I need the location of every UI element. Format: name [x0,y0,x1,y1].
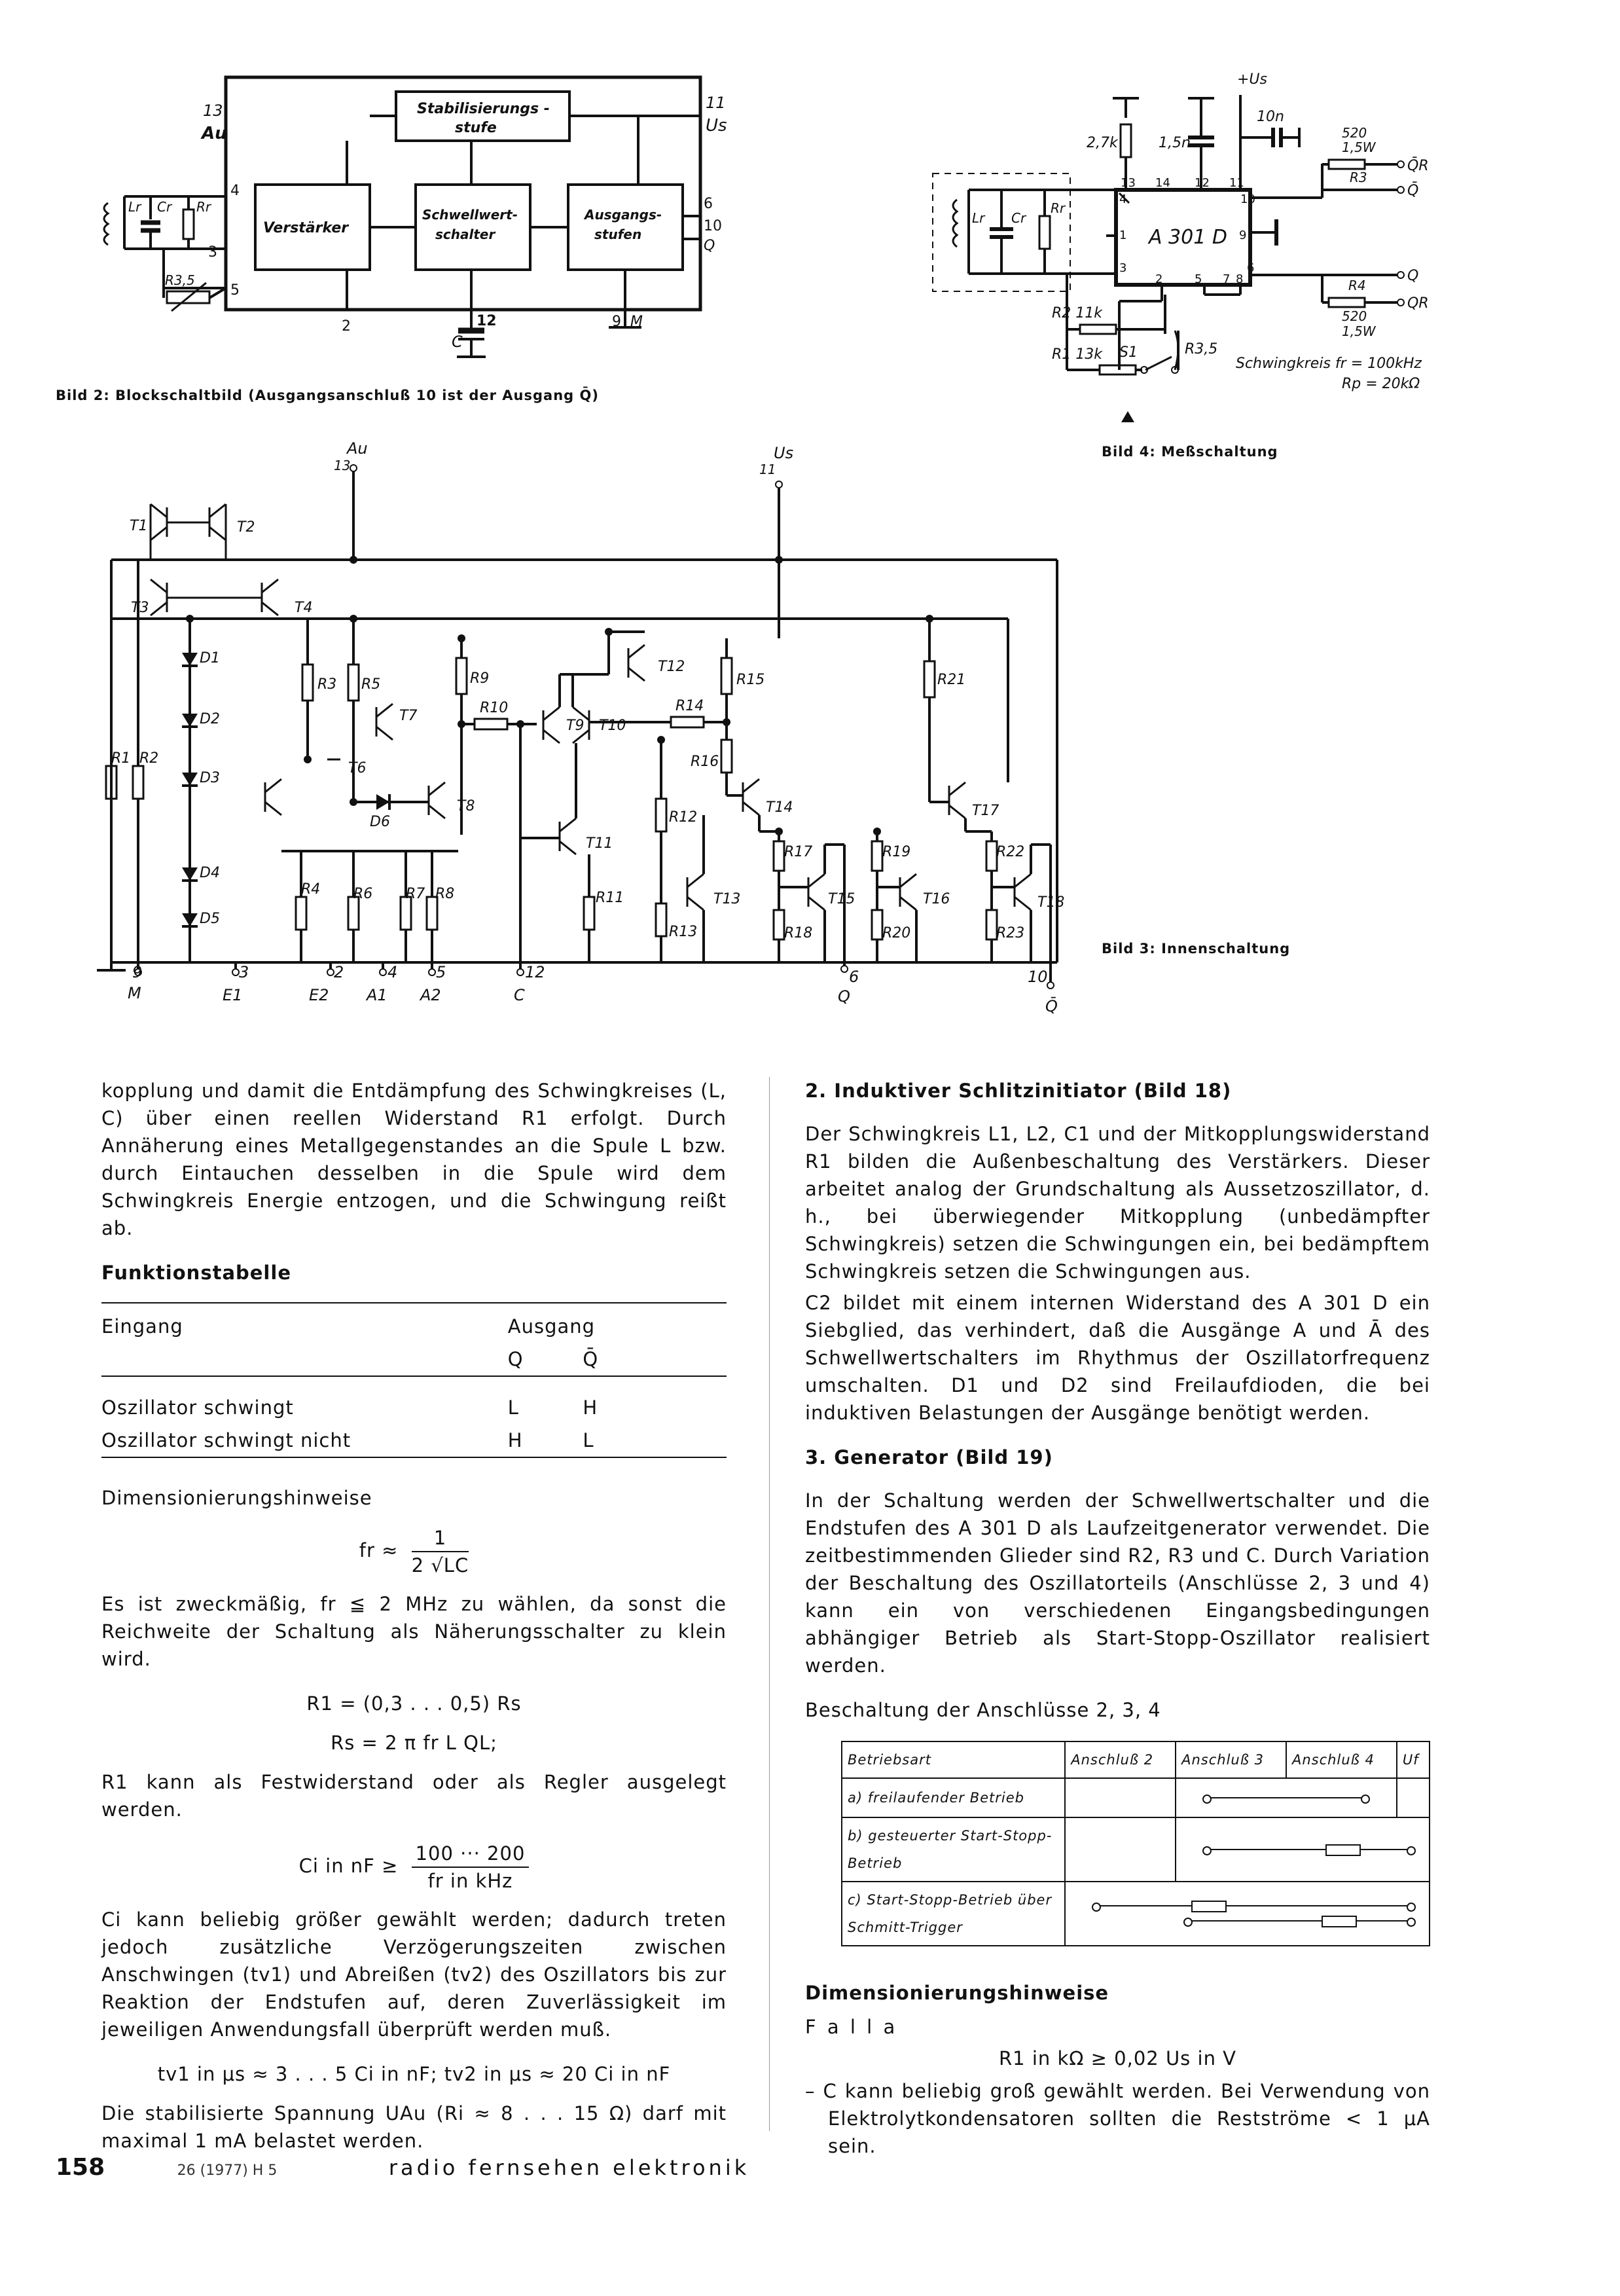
svg-text:T16: T16 [923,891,950,907]
heading-funktionstabelle: Funktionstabelle [101,1262,291,1284]
svg-text:T17: T17 [972,803,999,819]
svg-text:T7: T7 [399,708,418,724]
function-table [101,1310,727,1458]
fig2-au: Au [202,124,227,143]
page-number: 158 [56,2154,105,2181]
table-row: b) gesteuerter Start-Stopp-Betrieb [842,1817,1430,1882]
right-paragraph-5: – C kann beliebig groß gewählt werden. Bei Verwendung von Elektrolytkondensatoren sollten die Restströme < 1 μA sein. [805,2080,1430,2157]
fig2-pin4: 4 [230,183,240,199]
figures [0,0,1620,1021]
svg-text:D6: D6 [370,814,390,830]
fig4-r2: R2 11k [1052,305,1103,321]
svg-text:R4: R4 [301,881,321,898]
fig2-pin10: 10 [704,218,722,234]
fig2-pin9: 9 [612,314,621,330]
formula-r1-kohm: R1 in kΩ ≥ 0,02 Us in V [999,2047,1236,2069]
fig3-p13: 13 [334,458,351,473]
svg-text:4: 4 [1119,192,1127,206]
fig2-ausg-2: stufen [594,227,642,242]
fig4-r1: R1 13k [1052,346,1103,363]
svg-text:R8: R8 [435,886,455,902]
fig4-r3: R3 [1350,170,1367,185]
svg-text:R16: R16 [691,754,719,770]
formula-rs: Rs = 2 π fr L QL; [331,1732,497,1754]
svg-text:A1: A1 [367,986,387,1004]
svg-text:13: 13 [1121,176,1136,190]
func-col-eingang: Eingang [101,1315,183,1338]
fig2-schwell-1: Schwellwert- [422,207,518,223]
fig2-schwell-2: schalter [435,227,495,242]
svg-text:Q̄: Q̄ [1045,997,1058,1015]
svg-text:9: 9 [132,963,143,981]
svg-text:14: 14 [1155,176,1170,190]
svg-text:2: 2 [334,963,344,981]
svg-text:6: 6 [849,968,859,986]
fig2-rr: Rr [196,199,211,215]
table-row: c) Start-Stopp-Betrieb über Schmitt-Trigger [842,1882,1430,1946]
fig3-caption: Bild 3: Innenschaltung [1102,941,1291,957]
magazine-name: radio fernsehen elektronik [388,2155,750,2180]
svg-text:T15: T15 [828,891,855,907]
right-paragraph-1: Der Schwingkreis L1, L2, C1 und der Mitkopplungswiderstand R1 bilden die Außenbeschaltung des Verstärkers. Dieser arbeitet analog der Grundschaltung als Aussetzoszillator, d. h., bei überwiegender Mitkopplung (unbedämpfter Schwingkreis) setzen die Schwingungen ein, bei bedämpftem Schwingkreis setzen die Schwingungen aus. [805,1123,1430,1283]
left-paragraph-5: Die stabilisierte Spannung UAu (Ri ≈ 8 . . . 15 Ω) darf mit maximal 1 mA belastet werden. [101,2102,727,2152]
svg-text:R2: R2 [139,750,159,767]
formula-tv: tv1 in μs ≈ 3 . . . 5 Ci in nF; tv2 in μs ≈ 20 Ci in nF [157,2063,671,2085]
svg-text:R13: R13 [669,924,698,940]
svg-text:12: 12 [1195,176,1210,190]
svg-text:D3: D3 [200,770,220,786]
fig2-stab-1: Stabilisierungs - [417,101,550,117]
svg-text:T1: T1 [130,518,148,534]
fig2-pin2: 2 [342,318,351,335]
fig4-r520a: 520 [1342,125,1367,141]
left-paragraph-3: R1 kann als Festwiderstand oder als Regler ausgelegt werden. [101,1771,727,1821]
fig4-c10n: 10n [1257,109,1284,125]
fig4-r35: R3,5 [1185,341,1218,357]
right-paragraph-2: C2 bildet mit einem internen Widerstand des A 301 D ein Siebglied, das verhindert, daß die Ausgänge A und Ā des Schwellwertschalters im Rhythmus der Oszillatorfrequenz umschalten. D1 und D2 sind Freilaufdioden, die bei induktiven Belastungen der Ausgänge benötigt werden. [805,1292,1430,1424]
heading-generator: 3. Generator (Bild 19) [805,1446,1053,1468]
fig2-m: M [630,314,643,330]
svg-text:R15: R15 [736,672,765,688]
svg-text:R23: R23 [996,925,1025,941]
table-row: Oszillator schwingt nicht H L [101,1424,727,1457]
svg-text:R5: R5 [361,676,381,693]
fig4-caption: Bild 4: Meßschaltung [1102,444,1278,460]
svg-text:T4: T4 [295,600,313,616]
svg-text:8: 8 [1236,272,1244,286]
issue-info: 26 (1977) H 5 [177,2162,278,2179]
func-col-qbar: Q̄ [583,1348,599,1370]
fig4-w15a: 1,5W [1342,139,1376,155]
fig4-us: +Us [1237,71,1267,88]
fig4-rp: Rp = 20kΩ [1342,376,1420,392]
page-footer [56,2154,749,2181]
svg-text:R10: R10 [480,700,509,716]
right-column [805,1077,1430,2177]
svg-text:R6: R6 [353,886,373,902]
svg-text:12: 12 [525,963,545,981]
svg-text:R19: R19 [882,844,911,860]
svg-text:D5: D5 [200,911,220,927]
fig2-c: C [452,333,463,351]
fig2-block-diagram [104,77,727,357]
svg-text:T6: T6 [348,760,367,776]
fig3-au: Au [347,439,368,458]
func-col-q: Q [507,1348,524,1370]
fig4-c15n: 1,5n [1159,135,1191,151]
fig4-q: Q [1407,268,1419,284]
left-paragraph-1: kopplung und damit die Entdämpfung des Schwingkreises (L, C) über einen reellen Widerstand R1 erfolgt. Durch Annäherung eines Metallgegenstandes an die Spule L bzw. durch Eintauchen desselben in die Spule wird dem Schwingkreis Energie entzogen, und die Schwingung reißt ab. [101,1080,727,1239]
svg-text:M: M [128,984,141,1002]
svg-text:3: 3 [239,963,249,981]
left-paragraph-4: Ci kann beliebig größer gewählt werden; dadurch treten jedoch zusätzliche Verzögerungszeiten zwischen Anschwingen (tv1) und Abreißen (tv2) des Oszillators bis zur Reaktion der Endstufen auf, deren Zuverlässigkeit im jeweiligen Anwendungsfall überprüft werden muß. [101,1908,727,2041]
formula-ci: Ci in nF ≥ $\frac{100 \cdot\cdot\cdot 200}{\text{fr in kHz}}$ [101,1840,727,1894]
fig2-pin6: 6 [704,196,713,212]
svg-text:A2: A2 [420,986,441,1004]
svg-text:T8: T8 [457,798,475,814]
fig4-w15b: 1,5W [1342,323,1376,339]
fig2-pin13: 13 [203,101,223,120]
fig2-r35: R3,5 [165,272,195,288]
svg-text:6: 6 [1247,261,1255,275]
table-row: a) freilaufender Betrieb [842,1778,1430,1817]
svg-text:R17: R17 [784,844,813,860]
beschaltung-table: Betriebsart Anschluß 2 Anschluß 3 Anschluß 4 Uf a) freilaufender Betrieb b) gesteuerter Start-Stopp-Betrieb c) Start-Stopp-Betrieb über Schmitt-Trigger [841,1741,1430,1946]
svg-text:D2: D2 [200,711,220,727]
svg-text:C: C [514,986,525,1004]
svg-text:T9: T9 [566,718,585,734]
fig2-caption: Bild 2: Blockschaltbild (Ausgangsanschluß 10 ist der Ausgang Q̄) [56,388,599,403]
fig2-lr: Lr [128,199,141,215]
svg-text:T14: T14 [766,799,793,816]
fig4-r520b: 520 [1342,308,1367,324]
right-paragraph-3: In der Schaltung werden der Schwellwertschalter und die Endstufen des A 301 D als Laufzeitgenerator verwendet. Die zeitbestimmenden Glieder sind R2, R3 und C. Durch Variation der Beschaltung des Oszillatorteils (Anschlüsse 2, 3 und 4) kann ein von verschiedenen Eingangsbedingungen abhängiger Betrieb als Start-Stopp-Oszillator realisiert werden. [805,1489,1430,1677]
heading-dimensionierung-2: Dimensionierungshinweise [805,1982,1109,2004]
left-column [101,1077,727,2172]
fig2-stab-2: stufe [455,120,497,136]
formula-fr: fr ≈ $\frac{1}{2 √LC}$ [101,1525,727,1578]
fig2-us: Us [706,116,727,136]
svg-text:R7: R7 [406,886,425,902]
svg-text:D4: D4 [200,865,220,881]
fig4-rr: Rr [1051,200,1066,216]
fig3-internal-schematic [97,439,1064,1015]
fig4-cr: Cr [1011,210,1026,226]
svg-text:5: 5 [1195,272,1202,286]
svg-text:R22: R22 [996,844,1025,860]
fig4-qbar: Q̄ [1407,183,1419,199]
svg-text:R21: R21 [937,672,966,688]
svg-text:T10: T10 [599,718,626,734]
fig2-pin12: 12 [477,313,497,329]
svg-text:10: 10 [1028,968,1048,986]
svg-text:1: 1 [1119,228,1127,242]
fig4-r27k: 2,7k [1087,135,1118,151]
svg-text:R1: R1 [111,750,131,767]
fig4-qr: Q̄R [1407,158,1429,174]
fig4-qr2: QR [1407,295,1429,312]
heading-schlitzinitiator: 2. Induktiver Schlitzinitiator (Bild 18) [805,1080,1232,1102]
svg-text:D1: D1 [200,650,220,666]
right-paragraph-4: Beschaltung der Anschlüsse 2, 3, 4 [805,1699,1161,1721]
column-divider [769,1077,770,2131]
fig2-q: Q [704,238,715,254]
fig4-s1: S1 [1119,344,1138,361]
svg-text:5: 5 [436,963,446,981]
svg-text:R20: R20 [882,925,911,941]
fig3-p11: 11 [759,462,776,477]
fig2-pin11: 11 [706,94,726,112]
svg-text:R9: R9 [470,670,490,687]
fig2-verst: Verstärker [263,220,349,236]
svg-text:R11: R11 [596,890,624,906]
svg-text:T12: T12 [658,659,685,675]
fig2-pin3: 3 [208,244,217,261]
fall-a: F a l l a [805,2016,898,2038]
svg-text:T11: T11 [586,835,613,852]
fig4-freq: Schwingkreis fr = 100kHz [1236,355,1422,372]
svg-text:3: 3 [1119,261,1127,275]
fig4-r4: R4 [1348,278,1366,293]
formula-r1: R1 = (0,3 . . . 0,5) Rs [306,1692,522,1715]
table-row: Oszillator schwingt L H [101,1396,598,1419]
svg-text:7: 7 [1223,272,1231,286]
svg-text:R18: R18 [784,925,813,941]
left-dim-heading: Dimensionierungshinweise [101,1487,372,1509]
fig2-cr: Cr [157,199,172,215]
svg-text:R3: R3 [317,676,337,693]
fig2-pin5: 5 [230,282,240,299]
svg-text:9: 9 [1239,228,1247,242]
svg-text:4: 4 [387,963,398,981]
svg-text:Q: Q [838,987,850,1006]
svg-text:T13: T13 [713,891,741,907]
svg-text:R14: R14 [675,698,704,714]
svg-text:11: 11 [1229,176,1244,190]
svg-text:T2: T2 [237,519,255,536]
svg-text:10: 10 [1240,192,1255,206]
fig4-chip: A 301 D [1149,226,1227,249]
fig3-us: Us [774,444,794,462]
fig2-ausg-1: Ausgangs- [585,207,662,223]
svg-text:T3: T3 [131,600,149,616]
svg-text:2: 2 [1155,272,1163,286]
svg-text:E2: E2 [309,986,329,1004]
fig4-lr: Lr [972,210,985,226]
svg-text:E1: E1 [223,986,243,1004]
svg-text:R12: R12 [669,809,698,826]
fig4-measurement-circuit [933,71,1429,422]
left-paragraph-2: Es ist zweckmäßig, fr ≦ 2 MHz zu wählen, da sonst die Reichweite der Schaltung als Näherungsschalter zu klein wird. [101,1593,727,1670]
svg-text:T18: T18 [1037,894,1065,911]
func-col-ausgang: Ausgang [507,1315,596,1338]
